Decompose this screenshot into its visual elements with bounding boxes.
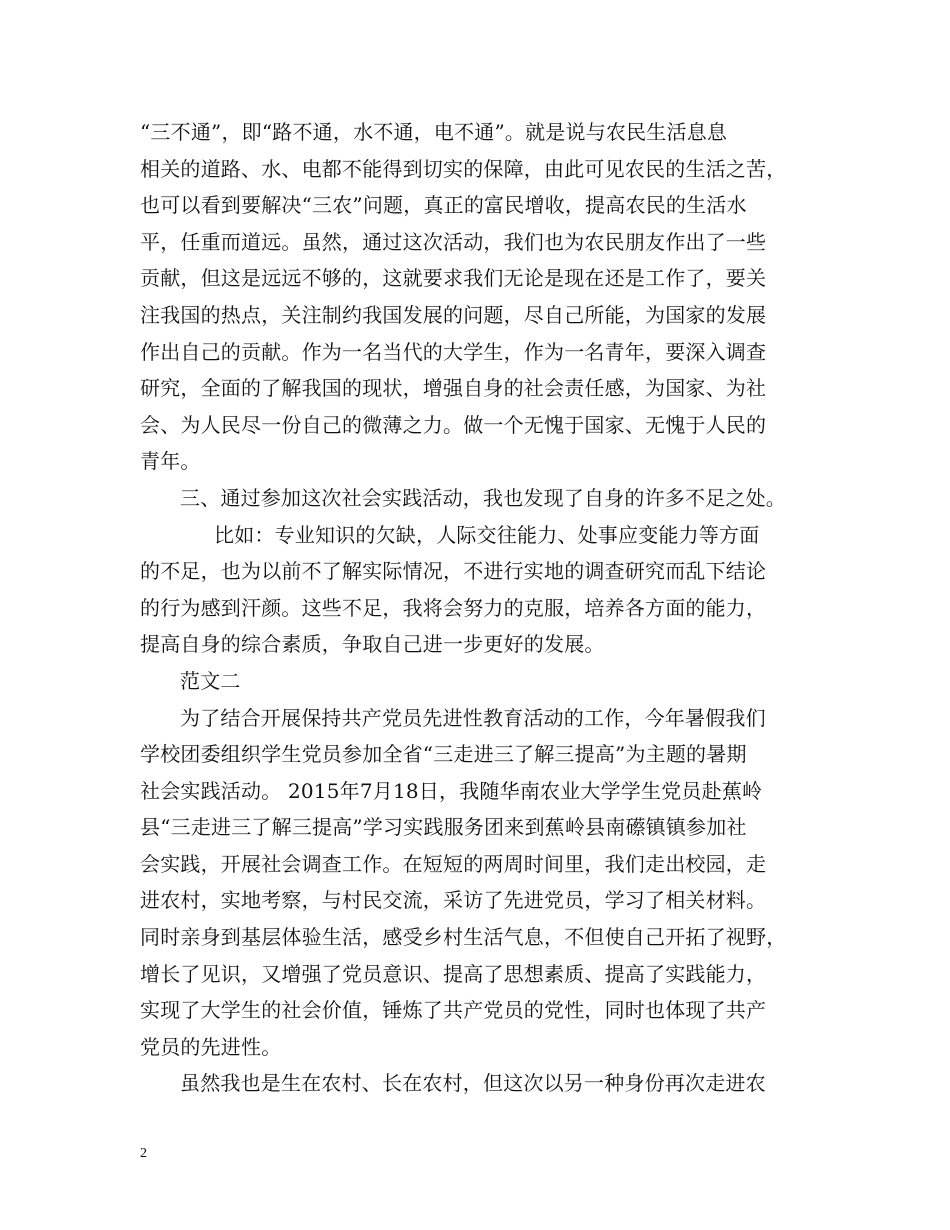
text-line: 会、为人民尽一份自己的微薄之力。做一个无愧于国家、无愧于人民的 (140, 412, 767, 437)
text-line: 进农村，实地考察，与村民交流，采访了先进党员，学习了相关材料。 (140, 888, 767, 913)
text-line: 为了结合开展保持共产党员先进性教育活动的工作，今年暑假我们 (180, 705, 766, 730)
text-line: 的行为感到汗颜。这些不足，我将会努力的克服，培养各方面的能力， (140, 595, 767, 620)
text-line: 学校团委组织学生党员参加全省“三走进三了解三提高”为主题的暑期 (140, 742, 747, 767)
text-line: 党员的先进性。 (140, 1034, 282, 1059)
text-line: 的不足，也为以前不了解实际情况，不进行实地的调查研究而乱下结论 (140, 559, 767, 584)
text-line: 比如：专业知识的欠缺，人际交往能力、处事应变能力等方面 (214, 522, 760, 547)
text-line: 研究，全面的了解我国的现状，增强自身的社会责任感，为国家、为社 (140, 376, 767, 401)
page-number: 2 (140, 1146, 147, 1161)
text-line: 平，任重而道远。虽然，通过这次活动，我们也为农民朋友作出了一些 (140, 229, 767, 254)
text-line: 提高自身的综合素质，争取自己进一步更好的发展。 (140, 632, 605, 657)
text-line: 青年。 (140, 449, 201, 474)
sample-heading: 范文二 (180, 668, 241, 693)
section-heading-three: 三、通过参加这次社会实践活动，我也发现了自身的许多不足之处。 (180, 485, 786, 510)
text-line: 作出自己的贡献。作为一名当代的大学生，作为一名青年，要深入调查 (140, 339, 767, 364)
text-line: 同时亲身到基层体验生活，感受乡村生活气息，不但使自己开拓了视野， (140, 925, 787, 950)
text-line: 实现了大学生的社会价值，锤炼了共产党员的党性，同时也体现了共产 (140, 998, 767, 1023)
text-line: 也可以看到要解决“三农”问题，真正的富民增收，提高农民的生活水 (140, 193, 747, 218)
body-text (140, 114, 820, 1102)
text-line: 相关的道路、水、电都不能得到切实的保障，由此可见农民的生活之苦， (140, 156, 787, 181)
text-line: 县“三走进三了解三提高”学习实践服务团来到蕉岭县南礤镇镇参加社 (140, 815, 747, 840)
text-line: 社会实践活动。 2015年7月18日，我随华南农业大学学生党员赴蕉岭 (140, 778, 763, 803)
text-line: 注我国的热点，关注制约我国发展的问题，尽自己所能，为国家的发展 (140, 302, 767, 327)
text-line: 虽然我也是生在农村、长在农村，但这次以另一种身份再次走进农 (180, 1071, 766, 1096)
text-line: 增长了见识，又增强了党员意识、提高了思想素质、提高了实践能力， (140, 961, 767, 986)
text-line: 贡献，但这是远远不够的，这就要求我们无论是现在还是工作了，要关 (140, 266, 767, 291)
text-line: 会实践，开展社会调查工作。在短短的两周时间里，我们走出校园，走 (140, 851, 767, 876)
text-line: “三不通”，即“路不通，水不通，电不通”。就是说与农民生活息息 (140, 120, 728, 144)
